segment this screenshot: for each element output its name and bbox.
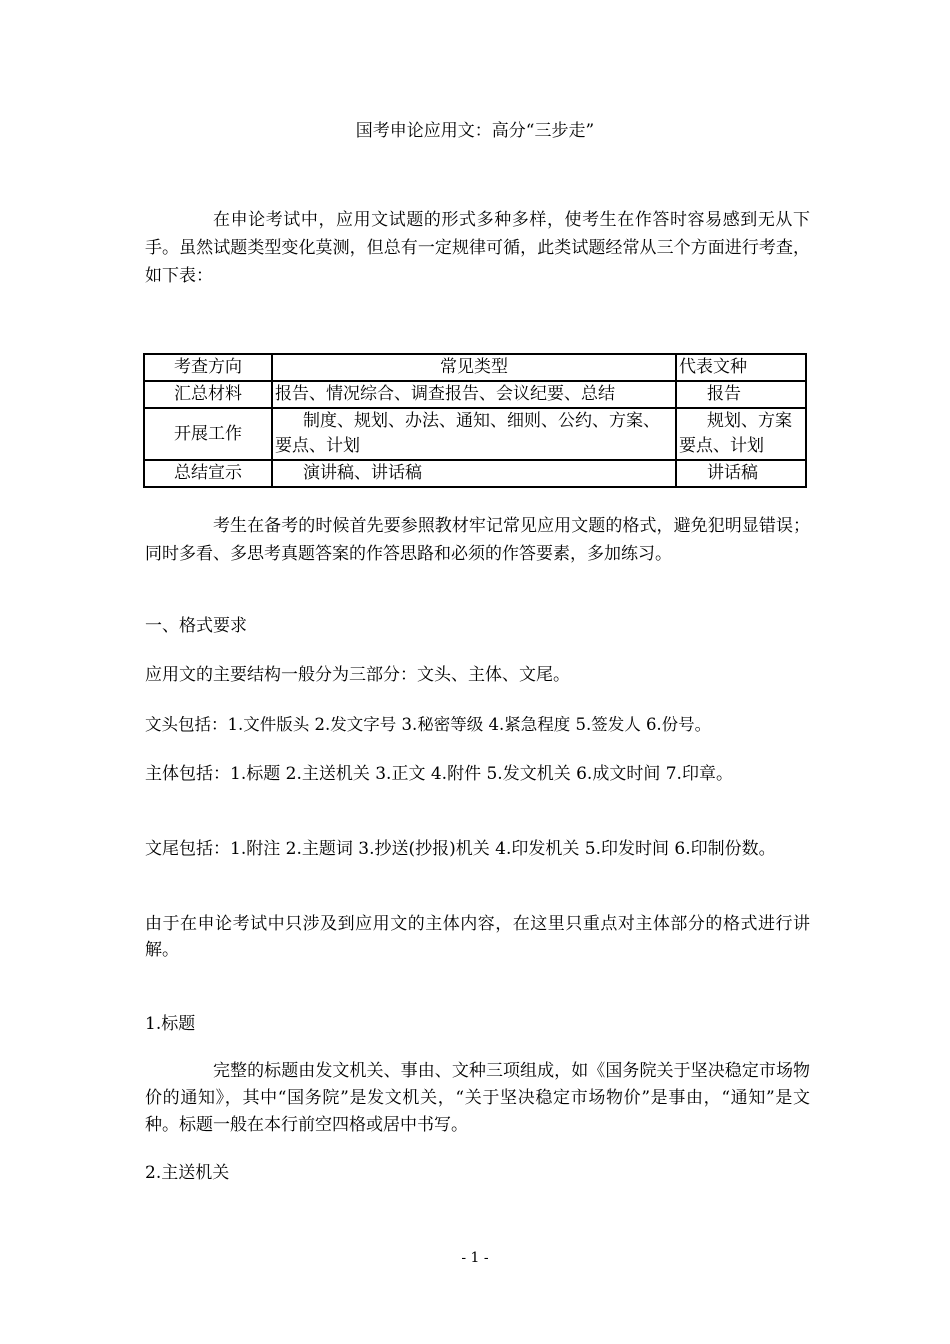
subsection-heading: 1.标题 bbox=[145, 1014, 196, 1034]
table-header-cell: 代表文种 bbox=[676, 354, 806, 381]
table-cell: 讲话稿 bbox=[676, 460, 806, 487]
table-header-cell: 考查方向 bbox=[144, 354, 272, 381]
title-explanation-paragraph: 完整的标题由发文机关、事由、文种三项组成，如《国务院关于坚决稳定市场物价的通知》，其中“国务院”是发文机关，“关于坚决稳定市场物价”是事由，“通知”是文种。标题一般在本行前空四格或居中书写。 bbox=[145, 1061, 810, 1135]
table-header-cell: 常见类型 bbox=[272, 354, 676, 381]
page-number: - 1 - bbox=[461, 1250, 489, 1266]
table-cell: 开展工作 bbox=[144, 408, 272, 460]
document-title: 国考申论应用文：高分“三步走” bbox=[355, 121, 595, 141]
table-cell: 演讲稿、讲话稿 bbox=[272, 460, 676, 487]
table-cell: 制度、规划、办法、通知、细则、公约、方案、要点、计划 bbox=[272, 408, 676, 460]
table-header-row bbox=[144, 354, 806, 381]
header-items-paragraph: 文头包括：1.文件版头 2.发文字号 3.秘密等级 4.紧急程度 5.签发人 6.份号。 bbox=[145, 715, 712, 734]
body-items-paragraph: 主体包括：1.标题 2.主送机关 3.正文 4.附件 5.发文机关 6.成文时间 7.印章。 bbox=[145, 764, 733, 784]
table-row bbox=[144, 408, 806, 460]
tail-items-paragraph: 文尾包括：1.附注 2.主题词 3.抄送(抄报)机关 4.印发机关 5.印发时间 6.印制份数。 bbox=[145, 839, 776, 859]
intro-paragraph: 在申论考试中，应用文试题的形式多种多样，使考生在作答时容易感到无从下手。虽然试题类型变化莫测，但总有一定规律可循，此类试题经常从三个方面进行考查，如下表： bbox=[145, 210, 810, 286]
table-cell: 报告 bbox=[676, 381, 806, 408]
section-heading: 一、格式要求 bbox=[145, 616, 247, 636]
table-cell: 报告、情况综合、调查报告、会议纪要、总结 bbox=[272, 381, 676, 408]
table-row bbox=[144, 460, 806, 487]
table-cell: 总结宣示 bbox=[144, 460, 272, 487]
structure-paragraph: 应用文的主要结构一般分为三部分：文头、主体、文尾。 bbox=[145, 665, 570, 685]
table-row bbox=[144, 381, 806, 408]
table-cell: 汇总材料 bbox=[144, 381, 272, 408]
focus-paragraph: 由于在申论考试中只涉及到应用文的主体内容，在这里只重点对主体部分的格式进行讲解。 bbox=[145, 914, 810, 960]
exam-directions-table bbox=[143, 353, 807, 488]
subsection-heading: 2.主送机关 bbox=[145, 1163, 230, 1183]
table-cell: 规划、方案要点、计划 bbox=[676, 408, 806, 460]
advice-paragraph: 考生在备考的时候首先要参照教材牢记常见应用文题的格式，避免犯明显错误；同时多看、多思考真题答案的作答思路和必须的作答要素，多加练习。 bbox=[145, 516, 810, 564]
